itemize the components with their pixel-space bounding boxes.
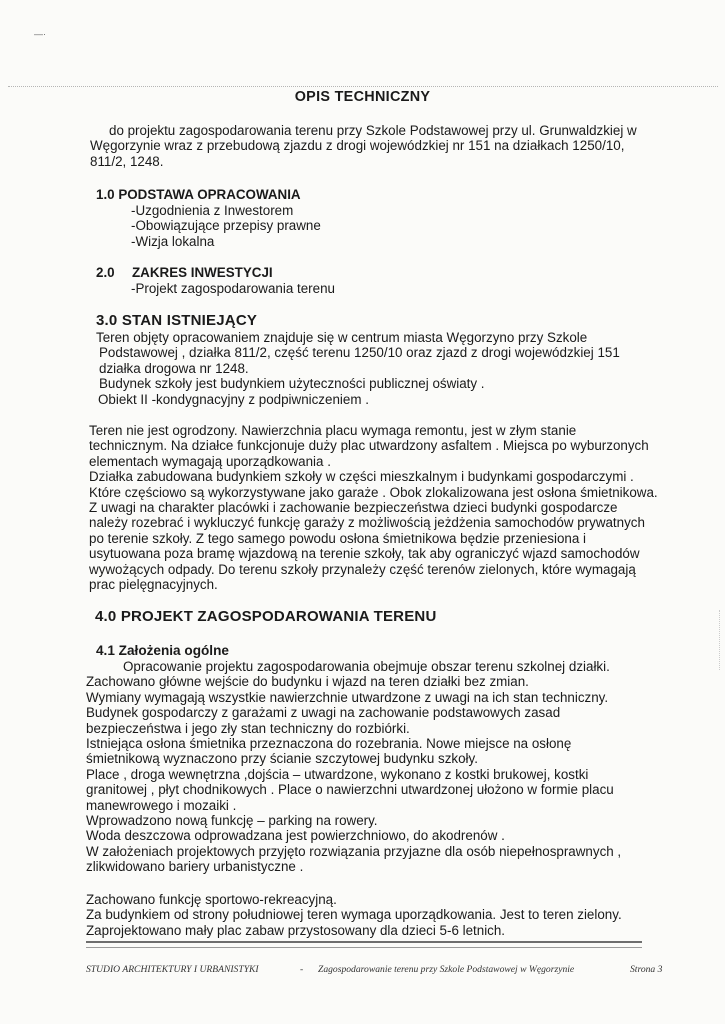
intro-line: Węgorzynie wraz z przebudową zjazdu z drogi wojewódzkiej nr 151 na działkach 1250/10, xyxy=(90,138,625,154)
text-line: śmietnikową wyznaczono przy ścianie szczytowej budynku szkoły. xyxy=(86,751,478,767)
section-4-heading: 4.0 PROJEKT ZAGOSPODAROWANIA TERENU xyxy=(95,608,437,625)
section-3-paragraph xyxy=(89,423,668,592)
intro-line: do projektu zagospodarowania terenu przy Szkole Podstawowej przy ul. Grunwaldzkiej w xyxy=(109,123,637,138)
text-line: W założeniach projektowych przyjęto rozwiązania przyjazne dla osób niepełnosprawnych , xyxy=(86,843,622,859)
list-item: -Obowiązujące przepisy prawne xyxy=(131,218,321,234)
list-item: -Wizja lokalna xyxy=(131,233,215,249)
text-line: Obiekt II -kondygnacyjny z podpiwniczeniem . xyxy=(98,391,369,407)
text-line: Istniejąca osłona śmietnika przeznaczona do rozebrania. Nowe miejsce na osłonę xyxy=(86,736,572,752)
footer-project: Zagospodarowanie terenu przy Szkole Podstawowej w Węgorzynie xyxy=(318,964,575,975)
text-line: Za budynkiem od strony południowej teren wymaga uporządkowania. Jest to teren zielony. xyxy=(86,907,622,923)
text-line: należy rozebrać i wykluczyć funkcję garaży z możliwością jeżdżenia samochodów prywatnych xyxy=(89,515,645,531)
footer-studio: STUDIO ARCHITEKTURY I URBANISTYKI xyxy=(86,964,259,975)
text-line: zlikwidowano bariery urbanistyczne . xyxy=(86,859,304,875)
text-line: po terenie szkoły. Z tego samego powodu osłona śmietnikowa będzie przeniesiona i xyxy=(89,530,586,546)
footer-rule xyxy=(86,941,642,948)
text-line: Podstawowej , działka 811/2, część terenu 1250/10 oraz zjazd z drogi wojewódzkiej 151 xyxy=(99,345,620,361)
footer-page-number: Strona 3 xyxy=(630,964,663,975)
text-line: Wymiany wymagają wszystkie nawierzchnie utwardzone z uwagi na ich stan techniczny. xyxy=(86,689,609,705)
text-line: Z uwagi na charakter placówki i zachowanie bezpieczeństwa dzieci budynki gospodarcze xyxy=(89,500,618,516)
document-title: OPIS TECHNICZNY xyxy=(294,89,431,105)
top-rule xyxy=(8,86,718,87)
text-line: granitowej , płyt chodnikowych . Place o nawierzchni utwardzonej ułożono w formie placu xyxy=(86,782,614,798)
text-line: prac pielęgnacyjnych. xyxy=(89,577,218,593)
section-1-heading: 1.0 PODSTAWA OPRACOWANIA xyxy=(96,187,301,202)
text-line: usytuowana poza bramę wjazdową na terenie szkoły, tak aby ograniczyć wjazd samochodów xyxy=(89,546,640,562)
section-2-number: 2.0 xyxy=(96,265,115,280)
text-line: Woda deszczowa odprowadzana jest powierzchniowo, do akodrenów . xyxy=(86,828,505,844)
text-line: Zachowano funkcję sportowo-rekreacyjną. xyxy=(86,892,337,907)
text-line: Place , droga wewnętrzna ,dojścia – utwardzone, wykonano z kostki brukowej, kostki xyxy=(86,766,589,782)
list-item: -Uzgodnienia z Inwestorem xyxy=(131,203,294,218)
text-line: Teren objęty opracowaniem znajduje się w centrum miasta Węgorzyno przy Szkole xyxy=(96,330,588,345)
text-line: Działka zabudowana budynkiem szkoły w części mieszkalnym i budynkami gospodarczymi . xyxy=(89,469,634,485)
text-line: Które częściowo są wykorzystywane jako garaże . Obok zlokalizowana jest osłona śmietnikowa. xyxy=(89,484,658,500)
section-3-facts xyxy=(96,330,656,407)
intro-line: 811/2, 1248. xyxy=(90,153,164,169)
text-line: manewrowego i mozaiki . xyxy=(86,797,237,813)
text-line: technicznym. Na działce funkcjonuje duży plac utwardzony asfaltem . Miejsca po wyburzonych xyxy=(89,438,649,454)
scan-mark: —· xyxy=(34,29,46,39)
text-line: Zaprojektowano mały plac zabaw przystosowany dla dzieci 5-6 letnich. xyxy=(86,922,506,938)
text-line: działka drogowa nr 1248. xyxy=(99,360,249,376)
text-line: Opracowanie projektu zagospodarowania obejmuje obszar terenu szkolnej działki. xyxy=(123,659,610,674)
intro-paragraph xyxy=(90,123,650,169)
section-4-1-body xyxy=(86,659,657,875)
text-line: elementach wymagają uporządkowania . xyxy=(89,453,331,469)
section-2-list xyxy=(131,281,335,296)
text-line: Zachowano główne wejście do budynku i wjazd na teren działki bez zmian. xyxy=(86,674,529,690)
list-item: -Projekt zagospodarowania terenu xyxy=(131,281,335,296)
text-line: Budynek gospodarczy z garażami z uwagi na zachowanie podstawowych zasad xyxy=(86,705,561,721)
scan-edge-mark xyxy=(719,610,721,670)
section-4-1-heading: 4.1 Założenia ogólne xyxy=(96,643,229,658)
text-line: bezpieczeństwa i jego zły stan techniczny do rozbiórki. xyxy=(86,720,410,736)
text-line: wywożących odpady. Do terenu szkoły przynależy część terenów zielonych, które wymagają xyxy=(89,561,636,577)
section-1-list xyxy=(131,203,321,249)
section-4-1-body-end xyxy=(86,892,657,938)
text-line: Teren nie jest ogrodzony. Nawierzchnia placu wymaga remontu, jest w złym stanie xyxy=(89,423,577,438)
footer-separator: - xyxy=(300,964,304,975)
text-line: Wprowadzono nową funkcję – parking na rowery. xyxy=(86,813,378,829)
section-2-heading: ZAKRES INWESTYCJI xyxy=(132,265,273,280)
section-3-heading: 3.0 STAN ISTNIEJĄCY xyxy=(96,312,258,329)
text-line: Budynek szkoły jest budynkiem użyteczności publicznej oświaty . xyxy=(99,376,485,392)
